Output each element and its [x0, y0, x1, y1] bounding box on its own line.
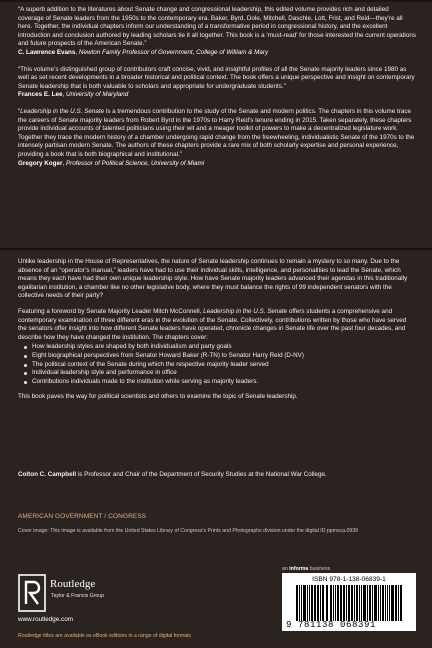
reviewer-affiliation: Newton Family Professor of Government, College of William & Mary: [78, 48, 269, 56]
review-text: [18, 108, 416, 160]
barcode-bar: [364, 585, 365, 621]
routledge-logo-icon: [18, 574, 46, 612]
quote-open: “: [18, 107, 21, 115]
barcode: [282, 573, 416, 631]
barcode-bar: [375, 585, 376, 621]
list-item: How leadership styles are shaped by both individualism and party goals: [32, 343, 416, 352]
reviews-section: [18, 6, 416, 176]
review-attribution: Gregory Koger, Professor of Political Science, University of Miami: [18, 159, 205, 167]
subject-category: AMERICAN GOVERNMENT / CONGRESS: [18, 513, 147, 520]
review-lee: [18, 66, 416, 100]
reviewer-name: Gregory Koger: [18, 159, 63, 167]
barcode-bar: [387, 585, 388, 621]
description-text: Featuring a foreword by Senate Majority Leader Mitch McConnell,: [18, 307, 204, 315]
barcode-bar: [396, 585, 397, 621]
barcode-bar: [340, 585, 341, 621]
informa-prefix: an: [282, 566, 288, 572]
barcode-bar: [323, 585, 324, 621]
review-body: is a tremendous contribution to the study of the Senate and modern politics. The chapters in this volume trace the careers of Senate majority leaders from Robert Byrd in the 1970s to Harry Reid’s tenure ending in 2015. Taken separately, these chapters provide individual accounts of talented politicians using their wit and a meager toolkit of powers to make a decentralized legislature work. Together they trace the modern history of a chamber undergoing rapid change from the freewheeling, individualistic Senate of the 1970s to the intensely partisan modern Senate. The authors of these chapters provide a rare mix of both scholarly expertise and personal experience, providing a book that is both biographical and institutional.”: [18, 107, 415, 158]
review-text: “This volume’s distinguished group of contributors craft concise, vivid, and insightful profiles of all the Senate majority leaders since 1980 as well as set recent developments in a broader historical and political context. The book offers a unique perspective and insight on contemporary Senate leadership that is both valuable to scholars and appropriate for undergraduate students.”: [18, 65, 415, 90]
review-attribution: C. Lawrence Evans, Newton Family Professor of Government, College of William & Mary: [18, 48, 269, 56]
barcode-bar: [363, 585, 364, 621]
informa-brand: informa: [289, 566, 309, 572]
barcode-bar: [327, 585, 328, 621]
barcode-bar: [333, 585, 334, 621]
author-bio-text: [18, 471, 416, 480]
description-paragraph-1: Unlike leadership in the House of Representatives, the nature of Senate leadership continues to remain a mystery to so many. Due to the absence of an “operator’s manual,” leaders have had to use their individual skills, intelligence, and personalities to lead the Senate, which means they each have had their own unique leadership style. How have Senate majority leaders advanced their agendas in this traditionally egalitarian institution, a chamber like no other legislative body, where they must balance the rights of 99 independent senators with the collective needs of their party?: [18, 258, 408, 300]
top-edge: [0, 0, 432, 2]
reviewer-affiliation: University of Maryland: [65, 91, 129, 99]
list-item: The political context of the Senate during which the respective majority leader served: [32, 361, 416, 370]
author-bio: [18, 471, 416, 480]
barcode-bar: [392, 585, 393, 621]
description-paragraph-3: This book paves the way for political scientists and others to examine the topic of Senate leadership.: [18, 393, 298, 401]
list-item: Contributions individuals made to the institution while serving as majority leaders.: [32, 378, 416, 387]
author-bio-body: is Professor and Chair of the Department of Security Studies at the National War College.: [76, 471, 327, 478]
review-evans: [18, 6, 416, 58]
reviewer-name: C. Lawrence Evans: [18, 48, 76, 56]
reviewer-name: Frances E. Lee: [18, 91, 63, 99]
barcode-bar: [354, 585, 355, 621]
review-text: “A superb addition to the literatures about Senate change and congressional leadership, this edited volume provides rich and detailed coverage of Senate leaders from the 1950s to the contemporary era. Baker, Byrd, Dole, Mitchell, Daschle, Lott, Frist, and Reid—they’re all here. Together, the individual chapters inform our understanding of a transformative period in congressional history, and the excellent introduction and conclusion authored by leading scholars tie it all together. This book is a ‘must-read’ for those interested the current operations and future prospects of the American Senate.”: [18, 6, 416, 48]
reviewer-affiliation: Professor of Political Science, University of Miami: [65, 159, 205, 167]
barcode-bar: [344, 585, 345, 621]
list-item: Individual leadership style and performance in office: [32, 369, 416, 378]
informa-business-tag: [282, 566, 330, 572]
barcode-bar: [351, 585, 352, 621]
book-title: Leadership in the U.S. Senate: [203, 307, 288, 315]
review-attribution: Frances E. Lee, University of Maryland: [18, 91, 129, 99]
publisher-block: [18, 574, 168, 630]
ean-digits: 9 781138 068391: [286, 620, 377, 630]
barcode-bar: [359, 585, 360, 621]
barcode-bar: [401, 585, 402, 621]
barcode-bars: [296, 585, 404, 621]
book-title: Leadership in the U.S. Senate: [20, 107, 105, 115]
barcode-bar: [304, 585, 305, 621]
review-koger: [18, 108, 416, 168]
chapters-list: [18, 343, 416, 386]
ebook-availability-note: Routledge titles are available as eBook editions in a range of digital formats: [18, 633, 192, 639]
barcode-bar: [307, 585, 308, 621]
barcode-bar: [312, 585, 313, 621]
barcode-bar: [385, 585, 386, 621]
publisher-website-link[interactable]: www.routledge.com: [18, 616, 73, 623]
isbn-label: ISBN 978-1-138-06839-1: [312, 576, 386, 583]
author-name: Colton C. Campbell: [18, 471, 77, 478]
barcode-bar: [372, 585, 373, 621]
list-item: Eight biographical perspectives from Senator Howard Baker (R-TN) to Senator Harry Reid (D-NV): [32, 352, 416, 361]
description-section: [18, 258, 416, 409]
cover-image-credit: Cover image: This image is available from the United States Library of Congress’s Prints and Photographs division under the digital ID ppmsca.0939: [18, 528, 359, 534]
publisher-name: Routledge: [50, 578, 96, 590]
barcode-bar: [322, 585, 323, 621]
barcode-bar: [338, 585, 339, 621]
section-divider: [0, 248, 432, 250]
barcode-bar: [299, 585, 300, 621]
barcode-bar: [378, 585, 379, 621]
publisher-group: Taylor & Francis Group: [51, 593, 105, 599]
description-text: offers students a comprehensive and contemporary examination of three different eras in the evolution of the Senate. Collectively, contributions written by those who have served the senators offer insight into how different Senate leaders have operated, chronicle changes in Senate life over the past four decades, and describe how they have changed the institution. The chapters cover:: [18, 307, 407, 341]
barcode-bar: [314, 585, 315, 621]
informa-suffix: business: [309, 566, 331, 572]
description-paragraph-2: [18, 308, 416, 342]
